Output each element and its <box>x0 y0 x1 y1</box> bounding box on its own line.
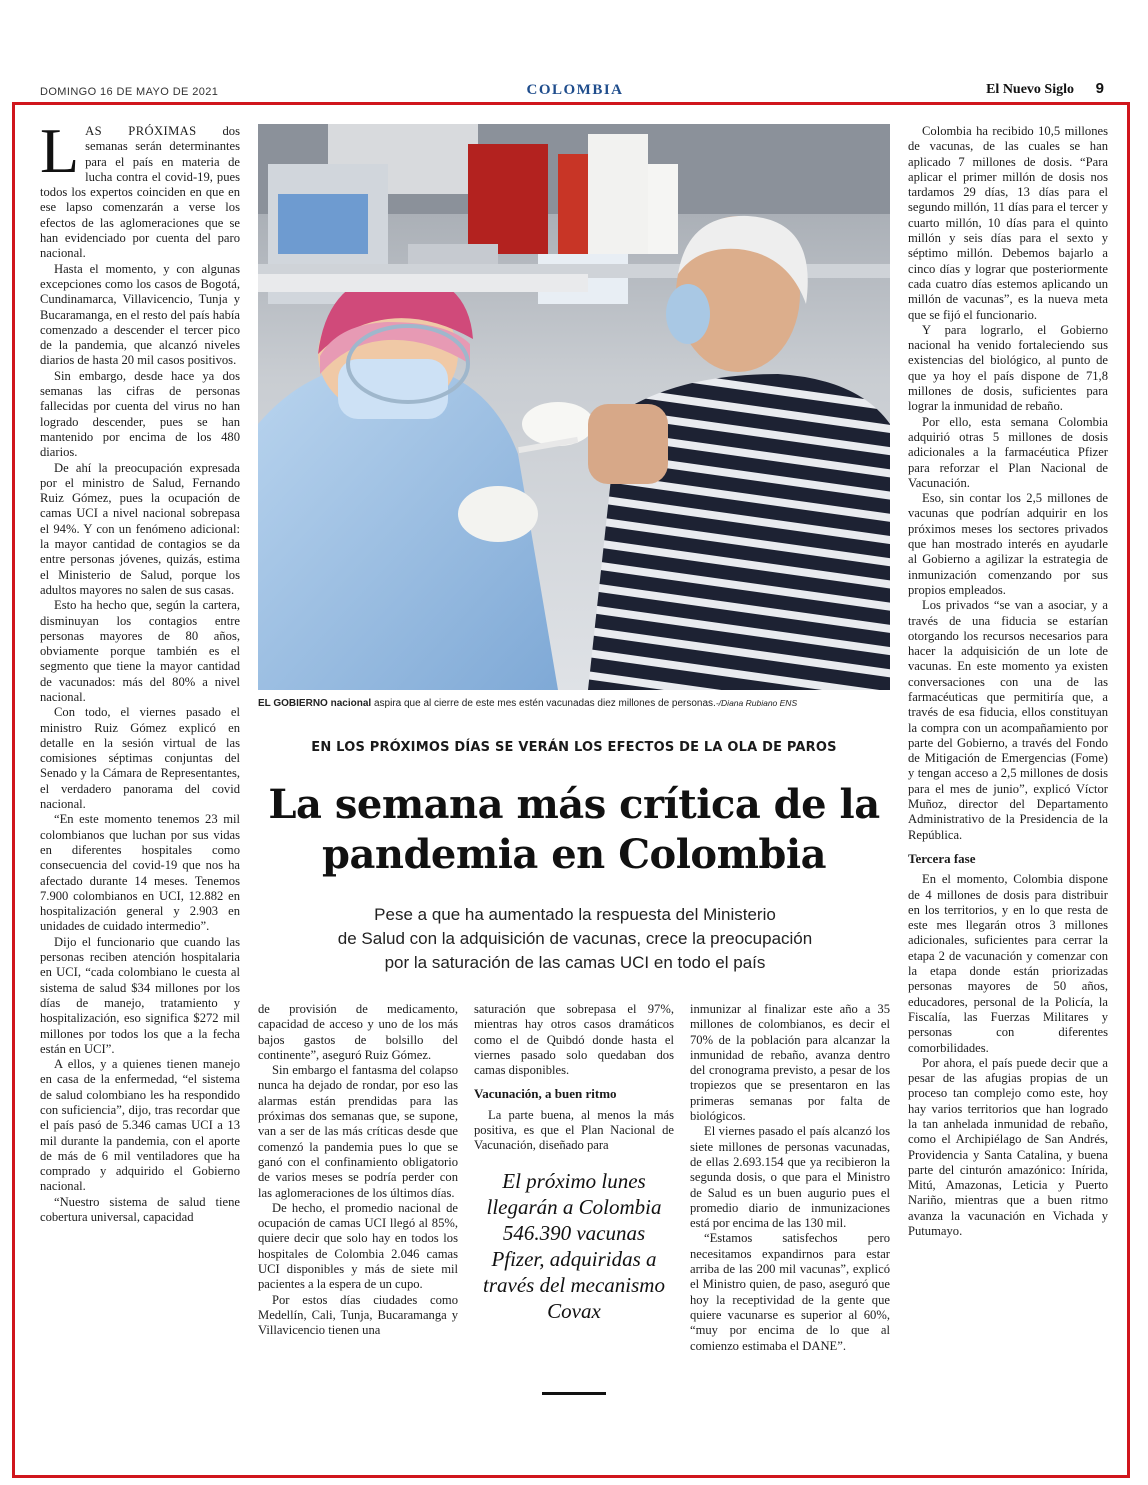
body-paragraph: Sin embargo el fantasma del colapso nunca ha dejado de rondar, por eso las alarmas están prendidas para las próximas dos semanas que, se supone, van a ser de las más críticas desde que comenzó la pandemia pues lo que se ganó con el confinamiento obligatorio de varios meses se podría perder con las aglomeraciones de los últimos días. <box>258 1063 458 1200</box>
article-column-4 <box>690 1002 890 1404</box>
vaccination-photo <box>258 124 890 690</box>
caption-lead-2: nacional <box>330 698 372 709</box>
article-column-5 <box>908 124 1108 1414</box>
body-paragraph: de provisión de medicamento, capacidad de acceso y uno de los más bajos gastos de bolsillo del continente”, aseguró Ruiz Gómez. <box>258 1002 458 1062</box>
article-column-3 <box>474 1002 674 1192</box>
body-paragraph: Los privados “se van a asociar, y a través de una fiducia se estarían otorgando los recursos necesarios para hacer la adquisición de un lote de vacunas. En este momento ya existen conversaciones con una de las farmacéuticas que permitiría que, a través de esa fiducia, ellos constituyan la compra con un acompañamiento por parte del Gobierno, a través del Fondo de Mitigación de Emergencias (Fome) y tengan acceso a 2,5 millones de dosis para el mes de junio”, explicó Víctor Muñoz, director del Departamento Administrativo de la Presidencia de la República. <box>908 598 1108 842</box>
body-paragraph: Esto ha hecho que, según la cartera, disminuyan los contagios entre personas mayores de 80 años, obviamente porque también es el segmento que tiene la mayor cantidad de vacunados: más del 80% a nivel nacional. <box>40 598 240 704</box>
dek-line-1: Pese a que ha aumentado la respuesta del Ministerio <box>374 905 776 924</box>
body-paragraph: El viernes pasado el país alcanzó los siete millones de personas vacunadas, de ellas 2.693.154 que ya recibieron la segunda dosis, o que para el Ministro de Salud es un buen augurio pues el promedio diario de inmunizaciones está por encima de las 130 mil. <box>690 1124 890 1231</box>
subhead-tercera-fase: Tercera fase <box>908 850 976 866</box>
body-paragraph: En el momento, Colombia dispone de 4 millones de dosis para distribuir en los territorios, y en lo que resta de este mes llegarán otros 3 millones adicionales, suficientes para cerrar la etapa 2 de vacunación y comenzar con la etapa donde están priorizadas personas mayores de 50 años, educadores, personal de la Policía, la Fiscalía, las Fuerzas Militares y personas con diferentes comorbilidades. <box>908 872 1108 1055</box>
dek <box>270 903 880 975</box>
body-paragraph: “Estamos satisfechos pero necesitamos expandirnos para estar arriba de las 200 mil vacunas”, explicó el Ministro quien, de paso, aseguró que hoy la receptividad de la gente que quiere vacunarse es superior al 60%, “muy por encima de lo que al comienzo estimaba el DANE”. <box>690 1231 890 1353</box>
caption-lead: EL GOBIERNO <box>258 698 328 709</box>
lead-paragraph <box>40 124 240 262</box>
body-paragraph: Por ahora, el país puede decir que a pesar de las afugias propias de un proceso tan complejo como este, hoy hay varios territorios que han logrado la tan anhelada inmunidad de rebaño, como el Archipiélago de San Andrés, Providencia y Santa Catalina, y buena parte del cinturón amazónico: Inírida, Mitú, Amazonas, Leticia y Puerto Nariño, mientras que a buen ritmo avanza la vacunación en Vichada y Putumayo. <box>908 1055 1108 1239</box>
pull-quote: El próximo lunes llegarán a Colombia 546.390 vacunas Pfizer, adquiridas a través del mecanismo Covax <box>483 1169 665 1323</box>
headline-line-1: La semana más crítica de la <box>268 781 880 828</box>
body-paragraph: “En este momento tenemos 23 mil colombianos que luchan por sus vidas en diferentes hospitales como consecuencia del covid-19 que nos ha afectado durante 14 meses. Tenemos 7.900 colombianos en UCI, 12.882 en hospitalización general y 2.903 en unidades de cuidado intermedio”. <box>40 812 240 934</box>
body-paragraph: Dijo el funcionario que cuando las personas reciben atención hospitalaria en UCI, “cada colombiano le cuesta al sistema de salud $34 millones por los días de manejo, tratamiento y hospitalización, eso significa $272 mil millones por todos los que a la fecha están en UCI”. <box>40 934 240 1056</box>
body-paragraph: Con todo, el viernes pasado el ministro Ruiz Gómez explicó en detalle en la sesión virtual de las comisiones séptimas conjuntas del Senado y la Cámara de Representantes, el verdadero panorama del covid nacional. <box>40 705 240 812</box>
body-paragraph: Colombia ha recibido 10,5 millones de vacunas, de las cuales se han aplicado 7 millones de dosis. “Para aplicar el primer millón de dosis nos tardamos 29 días, 13 días para el segundo millón, 11 días para el tercer y cuarto millón, 10 días para el quinto millón y seis días para el sexto y séptimo millón. Debemos bajarlo a cinco días y lograr que posteriormente cada cuatro días estemos aplicando un millón de vacunas”, es la nueva meta que se fijó el funcionario. <box>908 124 1108 322</box>
newspaper-name: El Nuevo Siglo <box>986 82 1074 97</box>
page-number: 9 <box>1095 80 1104 97</box>
caption-text: aspira que al cierre de este mes estén vacunadas diez millones de personas. <box>373 698 716 709</box>
body-paragraph: Hasta el momento, y con algunas excepciones como los casos de Bogotá, Cundinamarca, Villavicencio, Tunja y Bucaramanga, en el resto del país había comenzado a descender el tercer pico de la pandemia, que alcanzó niveles diarios de hasta 20 mil casos positivos. <box>40 261 240 368</box>
body-paragraph: saturación que sobrepasa el 97%, mientras hay otros casos dramáticos como el de Quibdó donde hasta el viernes pasado solo quedaban dos camas disponibles. <box>474 1002 674 1078</box>
lead-caps: AS PRÓXIMAS <box>85 124 197 138</box>
body-paragraph: inmunizar al finalizar este año a 35 millones de colombianos, es decir el 70% de la población para alcanzar la inmunidad de rebaño, avanza dentro del cronograma previsto, a pesar de los tropiezos que se presentaron en las primeras semanas por falta de biológicos. <box>690 1002 890 1124</box>
dek-line-3: por la saturación de las camas UCI en todo el país <box>384 953 766 972</box>
article-column-2 <box>258 1002 458 1404</box>
body-paragraph: Por ello, esta semana Colombia adquirió otras 5 millones de dosis adicionales a la farmacéutica Pfizer para reforzar el Plan Nacional de Vacunación. <box>908 414 1108 490</box>
body-paragraph: De ahí la preocupación expresada por el ministro de Salud, Fernando Ruiz Gómez, pues la ocupación de camas UCI a nivel nacional sobrepasa el 94%. Y con un fenómeno adicional: la mayor cantidad de contagios se da entre personas jóvenes, quizás, estima el Ministerio de Salud, porque los adultos mayores no salen de sus casas. <box>40 460 240 597</box>
dek-line-2: de Salud con la adquisición de vacunas, crece la preocupación <box>337 929 813 948</box>
issue-date: DOMINGO 16 DE MAYO DE 2021 <box>40 86 219 98</box>
photo-caption <box>258 698 898 709</box>
body-paragraph: Por estos días ciudades como Medellín, Cali, Tunja, Bucaramanga y Villavicencio tienen una <box>258 1292 458 1338</box>
drop-cap: L <box>40 124 80 186</box>
body-paragraph: De hecho, el promedio nacional de ocupación de camas UCI llegó al 85%, quiere decir que solo hay en todos los hospitales de Colombia 2.046 camas UCI disponibles y más de siete mil pacientes a la espera de un cupo. <box>258 1200 458 1292</box>
body-paragraph: Y para lograrlo, el Gobierno nacional ha venido fortaleciendo sus existencias del biológico, al punto de que ya hoy el país dispone de 71,8 millones de dosis, suficientes para lograr la inmunidad de rebaño. <box>908 322 1108 414</box>
body-paragraph: Sin embargo, desde hace ya dos semanas las cifras de personas fallecidas por cuenta del virus no han logrado descender, pues se han mantenido por encima de los 480 diarios. <box>40 368 240 460</box>
body-paragraph: La parte buena, al menos la más positiva, es que el Plan Nacional de Vacunación, diseñado para <box>474 1107 674 1153</box>
photo-credit: -/Diana Rubiano ENS <box>715 698 798 708</box>
headline <box>258 780 890 880</box>
headline-line-2: pandemia en Colombia <box>321 831 826 878</box>
page-header <box>40 80 1108 102</box>
body-paragraph: Eso, sin contar los 2,5 millones de vacunas que podrían adquirir en los próximos meses los sectores privados que han mostrado interés en ayudarle al Gobierno a agilizar la estrategia de inmunización comenzando por sus propios empleados. <box>908 491 1108 597</box>
kicker: EN LOS PRÓXIMOS DÍAS SE VERÁN LOS EFECTOS DE LA OLA DE PAROS <box>311 740 837 755</box>
lead-text: dos semanas serán determinantes para el país en materia de lucha contra el covid-19, pues todos los expertos coinciden en que en ese lapso comenzarán a verse los efectos de las aglomeraciones que se han evidenciado por cuenta del paro nacional. <box>40 124 240 261</box>
body-paragraph: A ellos, y a quienes tienen manejo en casa de la enfermedad, “el sistema de salud colombiano les ha respondido con suficiencia”, dijo, tras recordar que el país pasó de 5.346 camas UCI a 13 mil durante la pandemia, con el aporte de más de 6 mil ventiladores que ha comprado y adquirido el Gobierno nacional. <box>40 1057 240 1194</box>
subhead-vacunacion: Vacunación, a buen ritmo <box>474 1086 617 1102</box>
body-paragraph: “Nuestro sistema de salud tiene cobertura universal, capacidad <box>40 1194 240 1225</box>
article-column-1 <box>40 124 240 1404</box>
section-name: COLOMBIA <box>526 82 624 98</box>
pull-quote-rule <box>542 1392 606 1395</box>
